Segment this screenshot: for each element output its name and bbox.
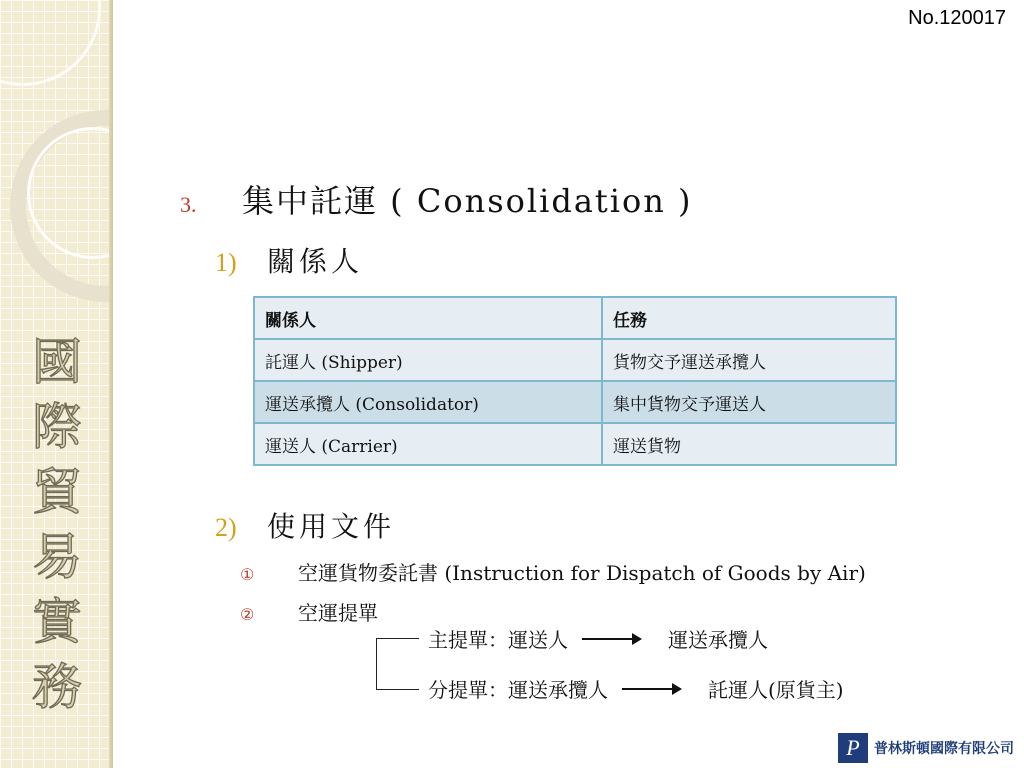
table-header-row [254, 297, 896, 339]
title-char: 易 [32, 528, 82, 586]
section-title: 集中託運 ( Consolidation ) [242, 182, 693, 220]
subsection-heading-documents [215, 505, 395, 545]
table-row [254, 339, 896, 381]
title-char: 際 [32, 398, 82, 456]
document-text: 空運提單 [298, 601, 378, 625]
section-heading [180, 176, 693, 222]
title-char: 國 [32, 333, 82, 391]
roles-table [253, 296, 897, 466]
subsection-title: 使用文件 [267, 510, 396, 543]
bill-label: 分提單：運送承攬人 [428, 678, 608, 702]
title-char: 務 [32, 658, 82, 716]
slide-number: No.120017 [908, 7, 1006, 29]
company-logo [838, 733, 1014, 763]
bracket-connector [376, 638, 419, 690]
company-name: 普林斯頓國際有限公司 [874, 741, 1014, 757]
document-text: 空運貨物委託書 (Instruction for Dispatch of Goods by Air) [298, 561, 866, 585]
table-cell: 運送人 (Carrier) [254, 423, 602, 465]
list-marker: ② [240, 605, 255, 624]
bill-target: 運送承攬人 [668, 628, 768, 652]
table-cell: 運送承攬人 (Consolidator) [254, 381, 602, 423]
bill-target: 託運人(原貨主) [708, 678, 844, 702]
subsection-number: 1) [215, 248, 237, 277]
list-marker: ① [240, 565, 255, 584]
logo-mark-icon: P [838, 733, 868, 763]
decorative-ring [0, 0, 101, 86]
subsection-number: 2) [215, 513, 237, 542]
right-arrow-icon [622, 688, 680, 690]
title-char: 實 [32, 593, 82, 651]
table-header-cell: 任務 [602, 297, 896, 339]
table-row [254, 423, 896, 465]
right-arrow-icon [582, 638, 640, 640]
table-header-cell: 關係人 [254, 297, 602, 339]
document-item [240, 597, 378, 626]
document-item [240, 557, 866, 586]
title-char: 貿 [32, 463, 82, 521]
vertical-course-title [22, 330, 92, 720]
table-cell: 託運人 (Shipper) [254, 339, 602, 381]
subsection-title: 關係人 [267, 245, 364, 278]
table-cell: 貨物交予運送承攬人 [602, 339, 896, 381]
bill-label: 主提單：運送人 [428, 628, 568, 652]
sidebar-decoration [0, 0, 113, 768]
section-number: 3. [180, 192, 197, 217]
subsection-heading-parties [215, 240, 363, 280]
table-row [254, 381, 896, 423]
table-cell: 運送貨物 [602, 423, 896, 465]
table-cell: 集中貨物交予運送人 [602, 381, 896, 423]
bill-row-house [428, 674, 844, 703]
bill-row-master [428, 624, 768, 653]
